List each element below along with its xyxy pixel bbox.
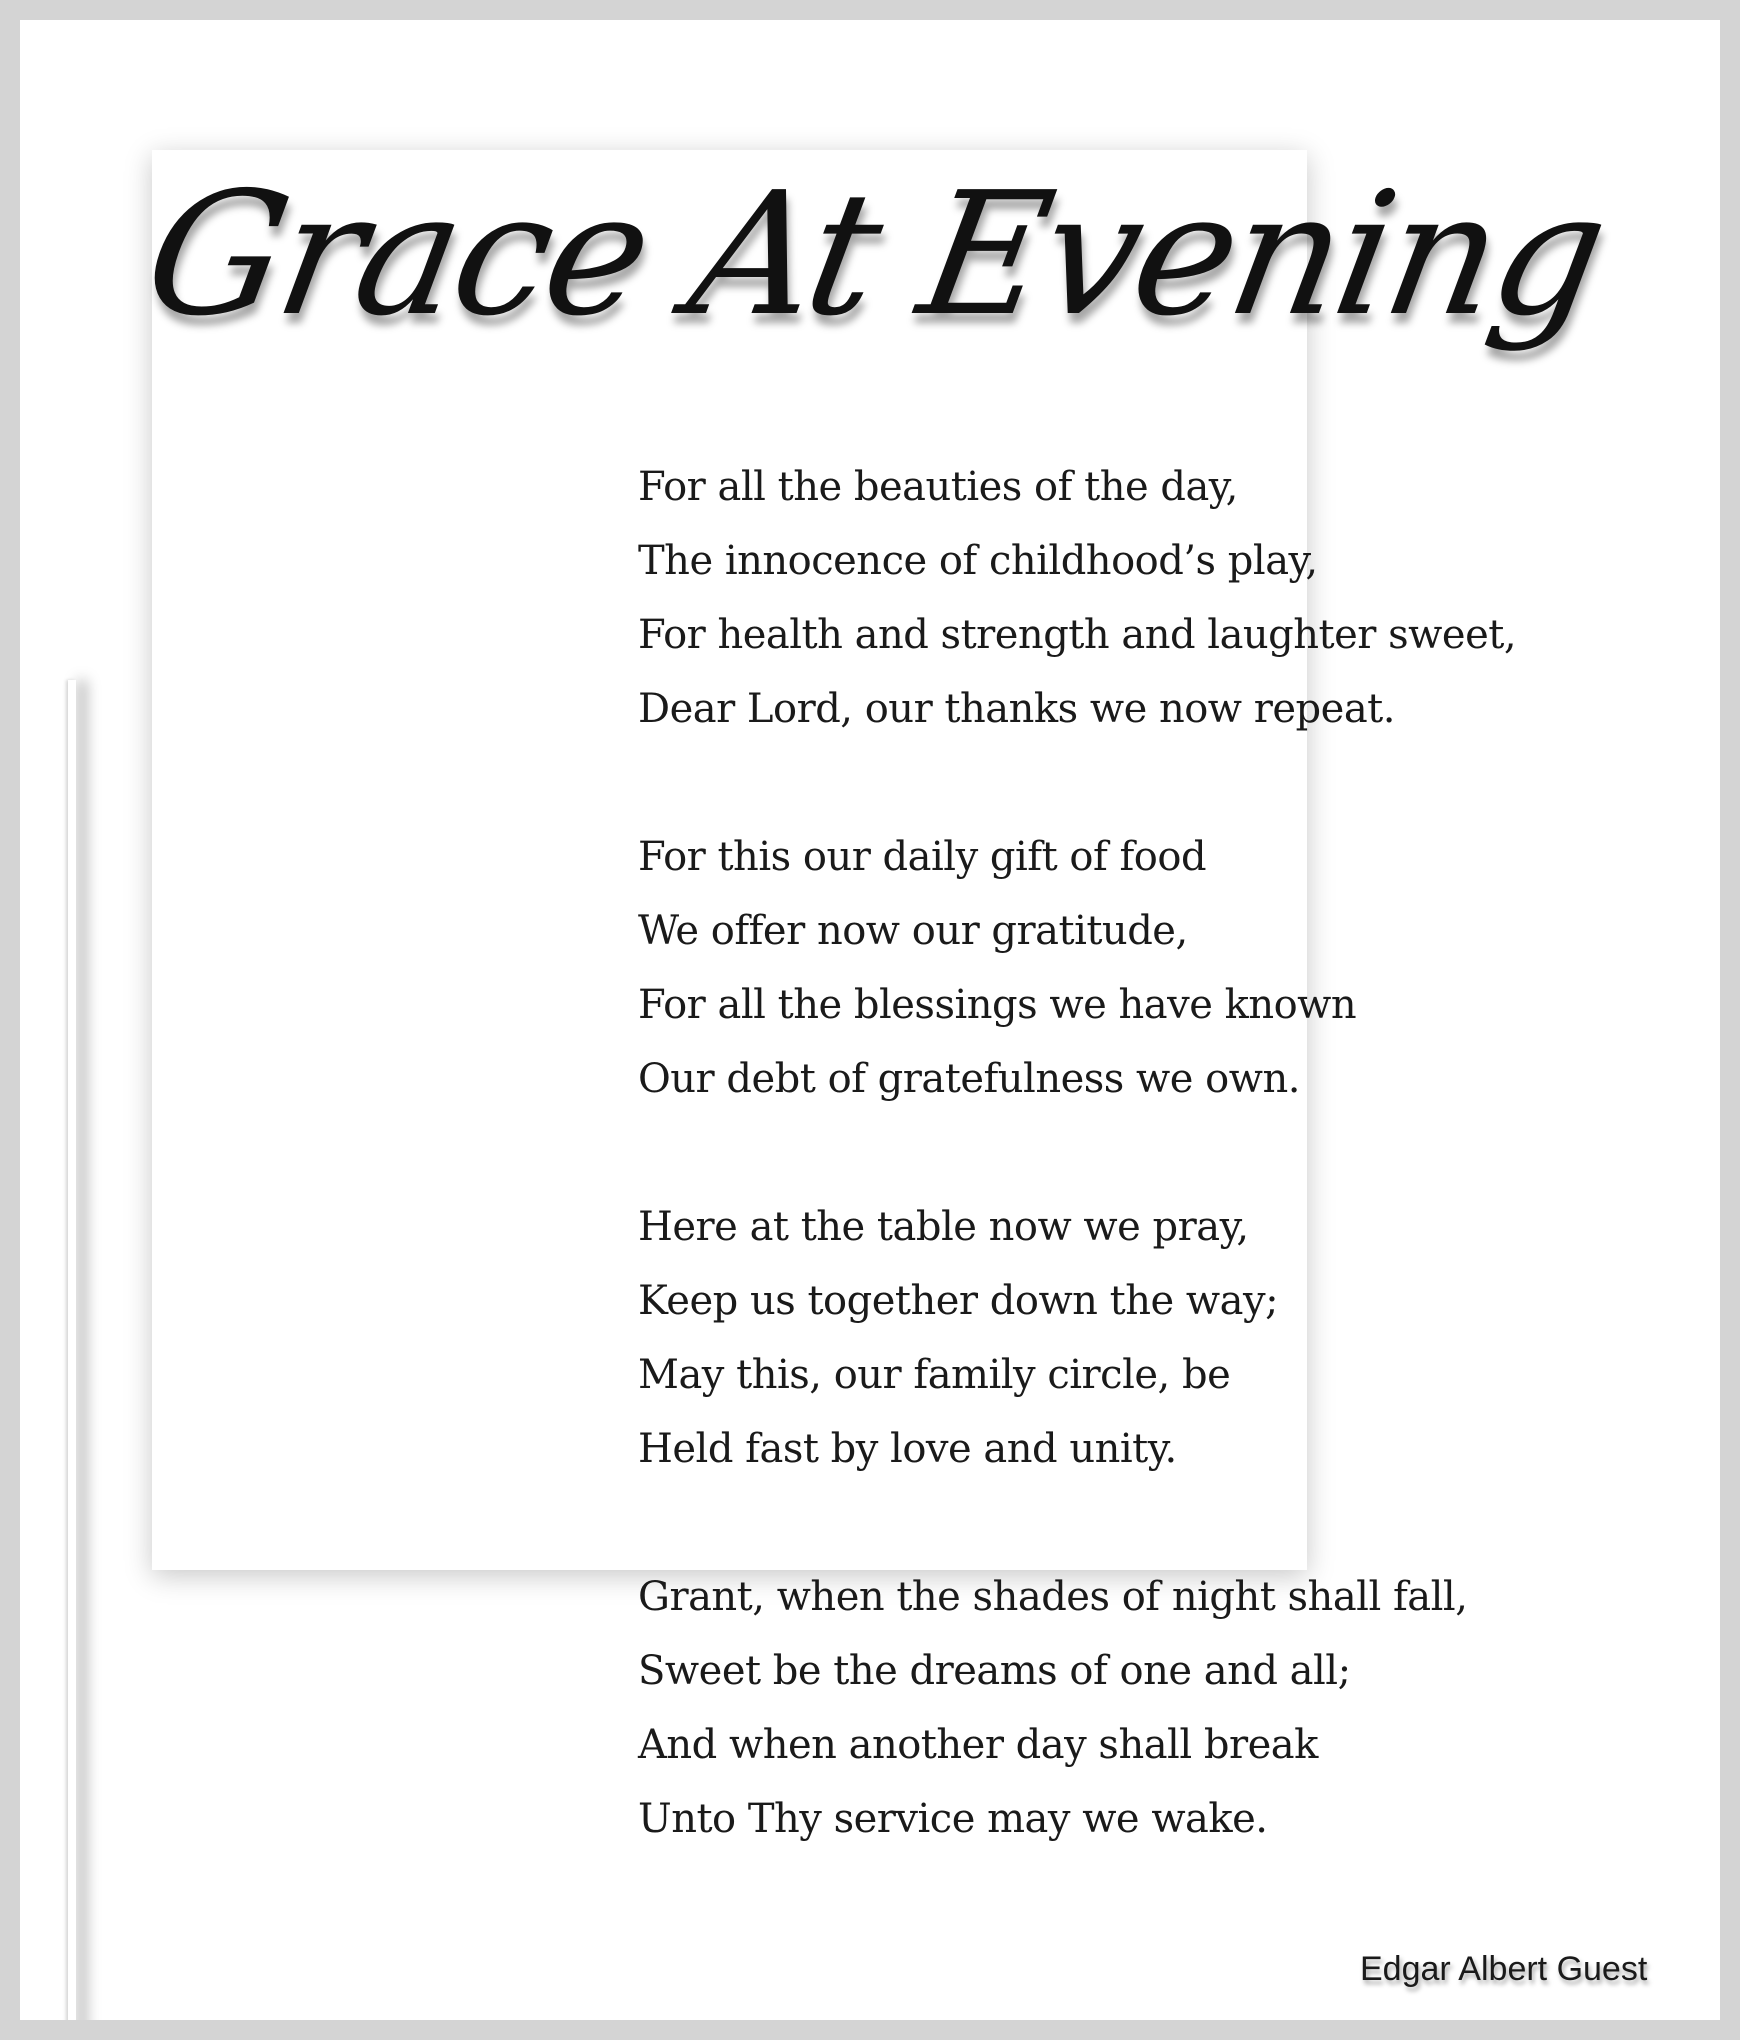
poem-line: The innocence of childhood’s play, <box>638 538 1318 584</box>
poem-line: Keep us together down the way; <box>638 1278 1279 1324</box>
poem-author: Edgar Albert Guest <box>1360 1950 1648 1988</box>
stanza <box>638 1560 1698 1856</box>
poem-line: And when another day shall break <box>638 1722 1318 1768</box>
poem-line: Here at the table now we pray, <box>638 1204 1249 1250</box>
poem-title: Grace At Evening <box>132 156 1617 354</box>
poem-body <box>638 450 1698 1930</box>
poem-line: Sweet be the dreams of one and all; <box>638 1648 1351 1694</box>
poem-line: Unto Thy service may we wake. <box>638 1796 1268 1842</box>
stanza <box>638 820 1698 1116</box>
poem-line: For all the blessings we have known <box>638 982 1357 1028</box>
poem-line: Grant, when the shades of night shall fall, <box>638 1574 1468 1620</box>
poem-line: Held fast by love and unity. <box>638 1426 1177 1472</box>
poem-line: For this our daily gift of food <box>638 834 1207 880</box>
poem-line: For all the beauties of the day, <box>638 464 1238 510</box>
poem-line: Dear Lord, our thanks we now repeat. <box>638 686 1395 732</box>
poem-line: May this, our family circle, be <box>638 1352 1231 1398</box>
poem-line: For health and strength and laughter sweet, <box>638 612 1517 658</box>
poem-sheet <box>20 20 1720 2020</box>
poem-line: We offer now our gratitude, <box>638 908 1188 954</box>
poem-line: Our debt of gratefulness we own. <box>638 1056 1300 1102</box>
stanza <box>638 1190 1698 1486</box>
side-divider <box>68 680 76 2020</box>
stanza <box>638 450 1698 746</box>
